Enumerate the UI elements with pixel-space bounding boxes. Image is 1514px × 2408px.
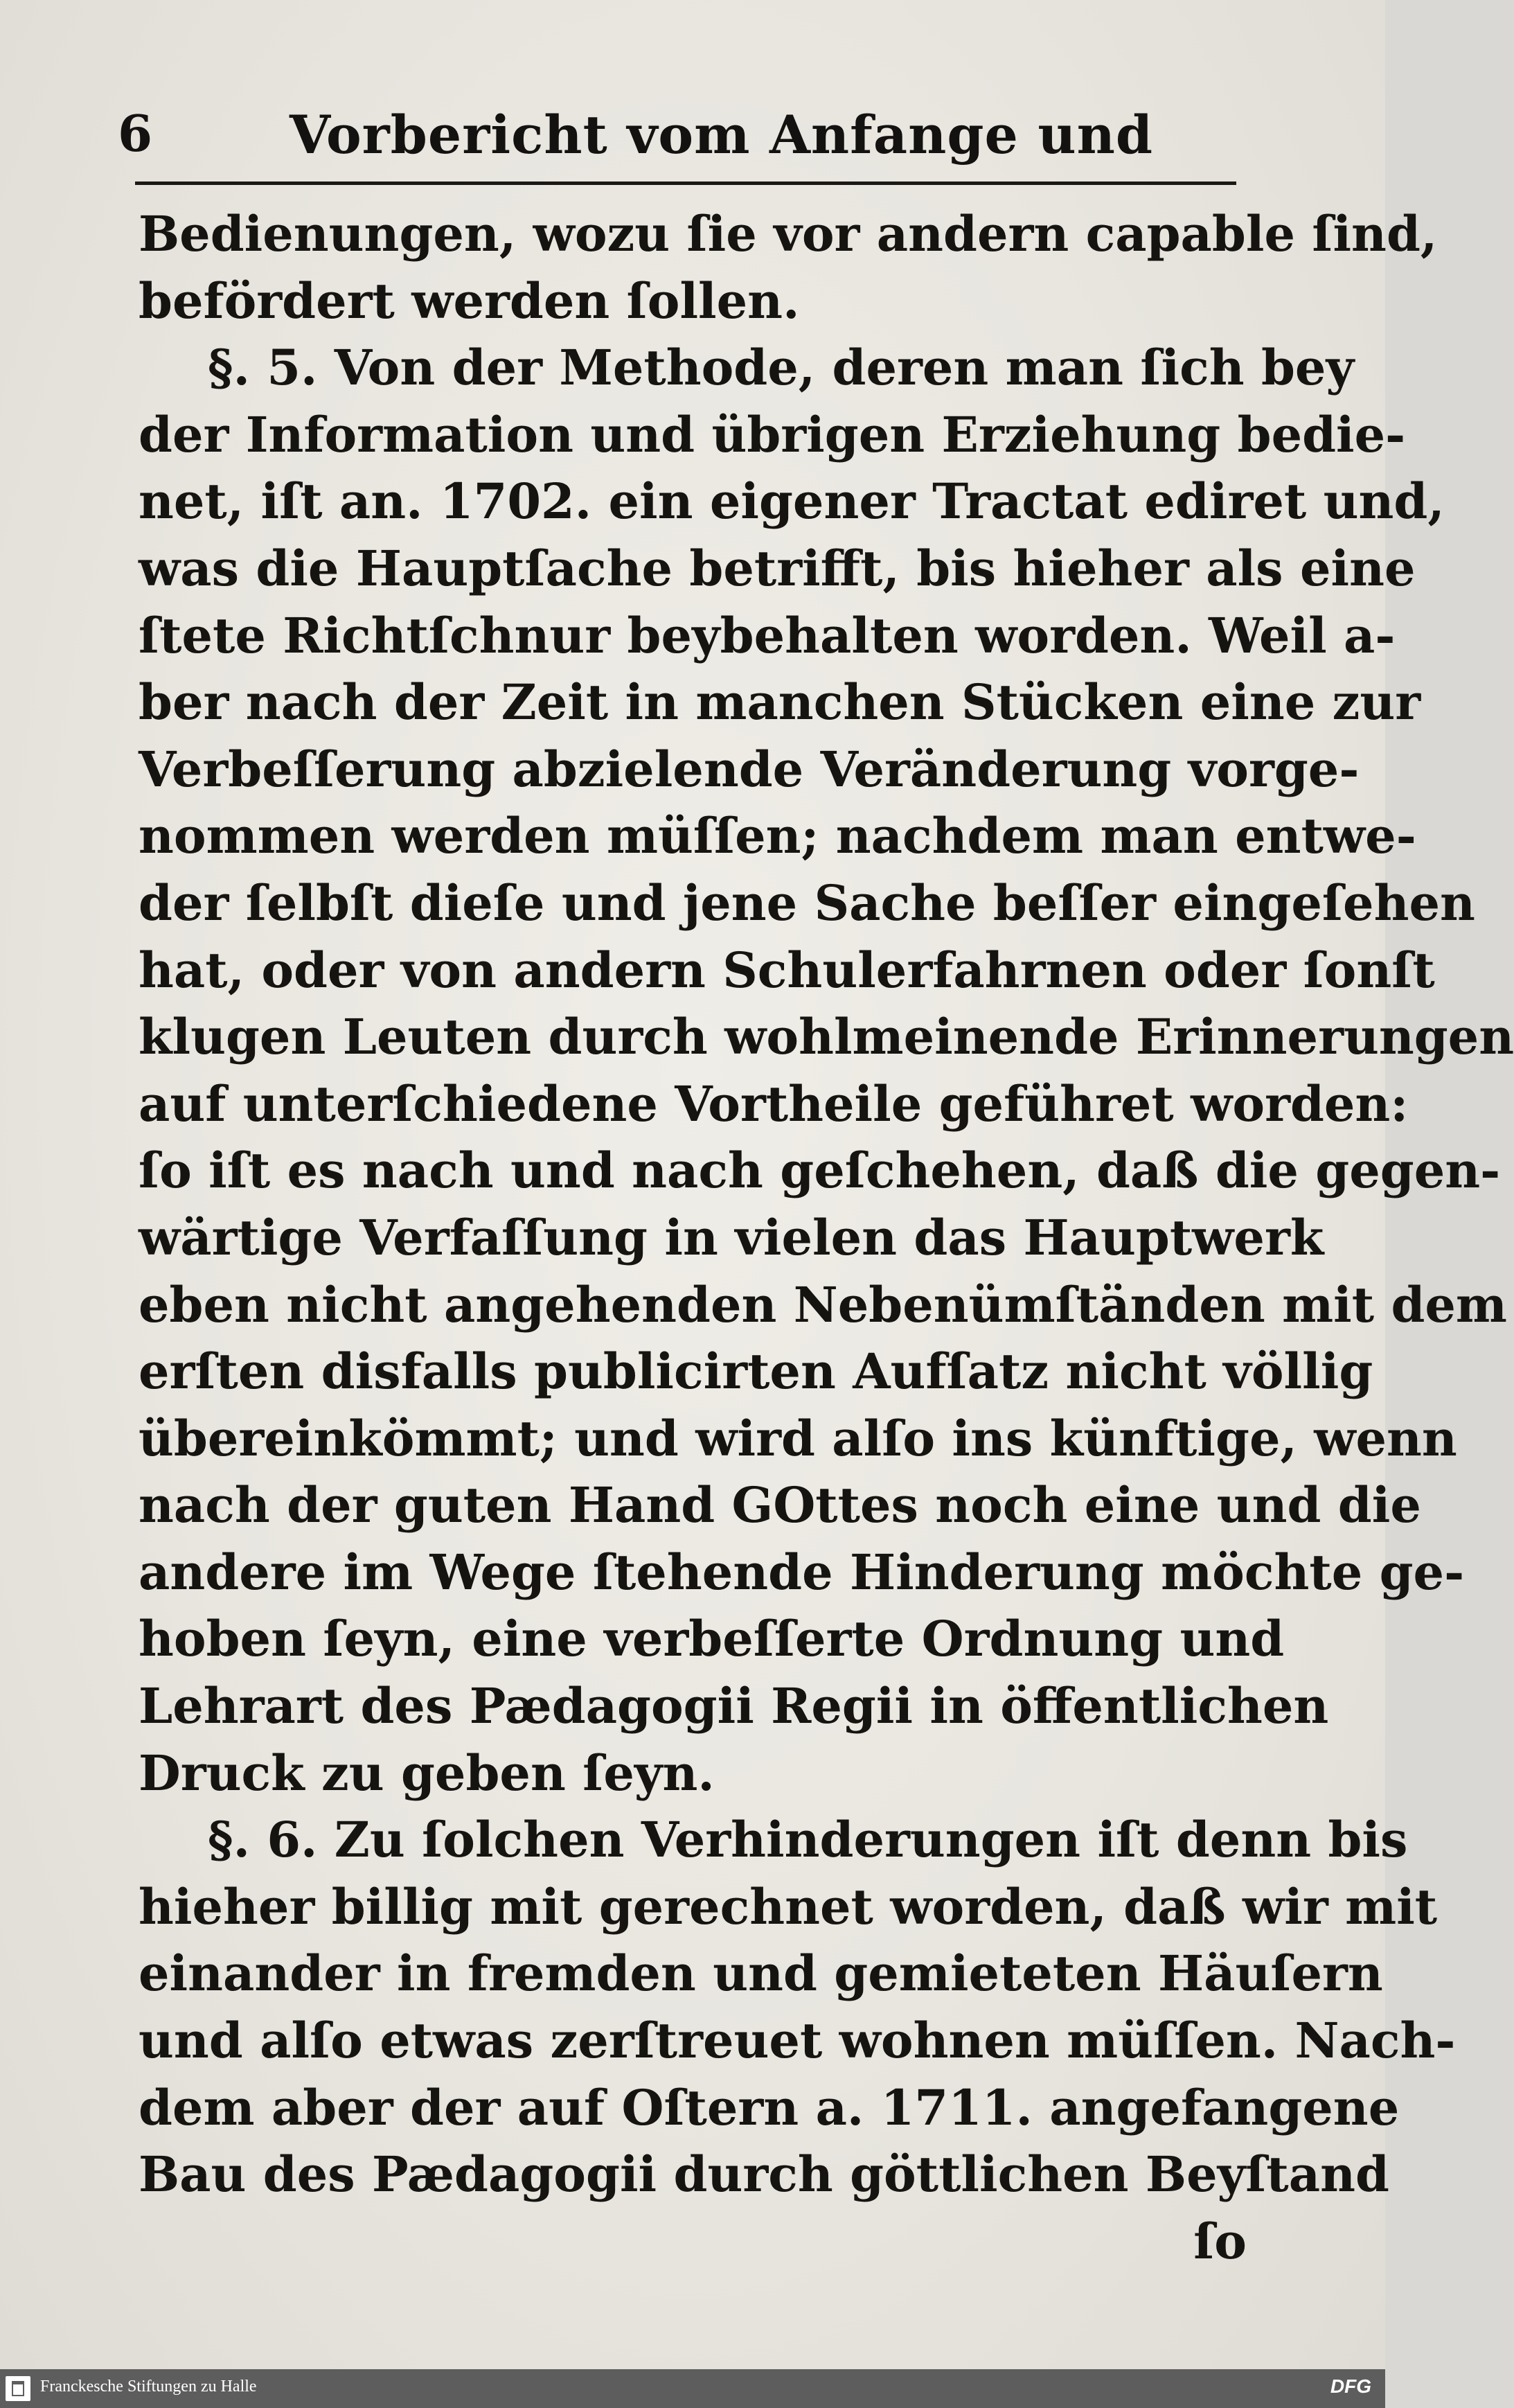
text-line: dem aber der auf Oſtern a. 1711. angefangene (139, 2078, 1400, 2136)
running-head (118, 104, 1240, 173)
text-line: nach der guten Hand GOttes noch eine und die (139, 1476, 1421, 1534)
text-line: klugen Leuten durch wohlmeinende Erinnerungen (139, 1008, 1514, 1066)
text-line: was die Hauptſache betrifft, bis hieher als eine (139, 539, 1416, 597)
text-line: nommen werden müſſen; nachdem man entwe- (139, 807, 1416, 865)
text-line: andere im Wege ſtehende Hinderung möchte ge- (139, 1543, 1465, 1601)
text-line: Druck zu geben ſeyn. (139, 1744, 715, 1802)
institution-logo-icon (6, 2376, 30, 2401)
page-number: 6 (118, 104, 153, 163)
text-line: hat, oder von andern Schulerfahrnen oder ſonſt (139, 941, 1435, 999)
text-line: §. 6. Zu ſolchen Verhinderungen iſt denn bis (208, 1811, 1408, 1869)
institution-name: Franckesche Stiftungen zu Halle (40, 2378, 257, 2396)
body-text (139, 201, 1514, 2275)
dfg-badge: DFG (1330, 2375, 1371, 2397)
header-rule (135, 182, 1236, 185)
text-line: auf unterſchiedene Vortheile geführet worden: (139, 1074, 1409, 1133)
text-line: eben nicht angehenden Nebenümſtänden mit dem (139, 1275, 1507, 1334)
text-line: der Information und übrigen Erziehung bedie- (139, 405, 1406, 463)
text-line: Bedienungen, wozu ſie vor andern capable ſind, (139, 205, 1438, 263)
text-line: net, iſt an. 1702. ein eigener Tractat ediret und, (139, 472, 1445, 531)
text-line: wärtige Verfaſſung in vielen das Hauptwerk (139, 1208, 1324, 1266)
catchword: ſo (1193, 2212, 1247, 2270)
text-line: ber nach der Zeit in manchen Stücken eine zur (139, 673, 1421, 732)
text-line: erſten disfalls publicirten Aufſatz nicht völlig (139, 1343, 1373, 1401)
text-line: §. 5. Von der Methode, deren man ſich bey (208, 339, 1355, 397)
text-line: ſtete Richtſchnur beybehalten worden. Weil a- (139, 606, 1396, 664)
text-line: Verbeſſerung abzielende Veränderung vorge- (139, 740, 1360, 798)
text-line: ſo iſt es nach und nach geſchehen, daß die gegen- (139, 1142, 1501, 1200)
text-line: der ſelbſt dieſe und jene Sache beſſer eingeſehen (139, 874, 1475, 932)
text-line: hieher billig mit gerechnet worden, daß wir mit (139, 1877, 1438, 1936)
text-line: einander in fremden und gemieteten Häuſern (139, 1945, 1383, 2003)
text-line: und alſo etwas zerſtreuet wohnen müſſen. Nach- (139, 2012, 1456, 2070)
text-line: Lehrart des Pædagogii Regii in öffentlichen (139, 1677, 1329, 1735)
running-title: Vorbericht vom Anfange und (290, 104, 1153, 166)
text-line: Bau des Pædagogii durch göttlichen Beyſtand (139, 2145, 1389, 2204)
text-line: übereinkömmt; und wird alſo ins künftige, wenn (139, 1409, 1457, 1467)
viewer-footer-bar (0, 2369, 1385, 2408)
text-line: hoben ſeyn, eine verbeſſerte Ordnung und (139, 1610, 1285, 1668)
text-line: befördert werden ſollen. (139, 272, 800, 330)
